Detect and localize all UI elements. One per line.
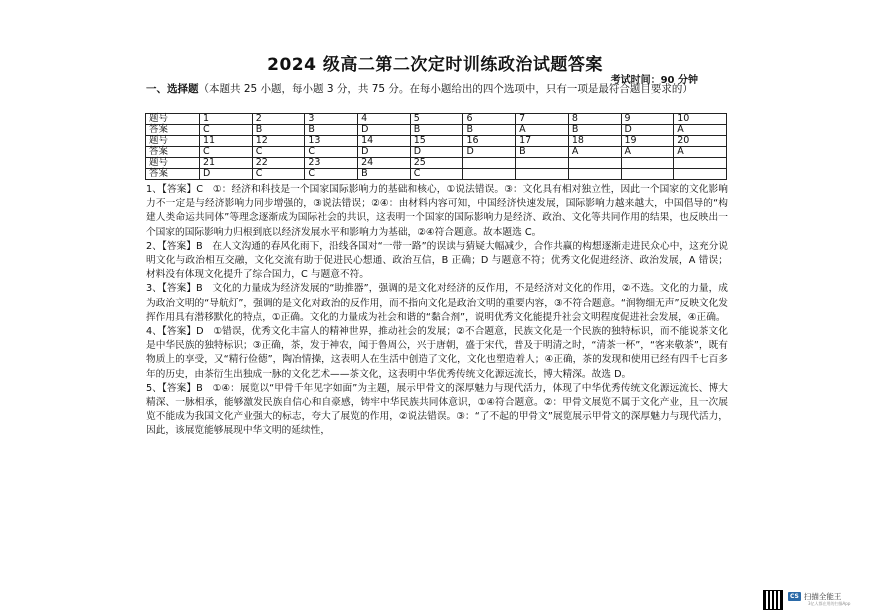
table-row	[146, 158, 727, 169]
table-cell: 21	[200, 158, 253, 169]
table-cell: B	[568, 125, 621, 136]
table-cell	[674, 158, 727, 169]
table-cell: 3	[305, 114, 358, 125]
row-header-cell: 答案	[146, 147, 200, 158]
section-instructions: （本题共 25 小题，每小题 3 分，共 75 分。在每小题给出的四个选项中，只有一项是最符合题目要求的）	[198, 83, 693, 95]
table-cell: 11	[200, 136, 253, 147]
table-cell: 4	[358, 114, 411, 125]
row-header-cell: 题号	[146, 158, 200, 169]
table-cell: C	[252, 147, 305, 158]
row-header-cell: 答案	[146, 169, 200, 180]
table-cell: 25	[410, 158, 463, 169]
scanner-brand-name: 扫描全能王	[803, 592, 842, 601]
table-cell: 20	[674, 136, 727, 147]
table-cell: 19	[621, 136, 674, 147]
explanation-paragraph: 3、【答案】B 文化的力量成为经济发展的“助推器”，强调的是文化对经济的反作用，不是经济对文化的作用，②不选。文化的力量，成为政治文明的“导航灯”，强调的是文化对政治的反作用，而不指向文化是政治文明的重要内容，③不符合题意。“润物细无声”反映文化发挥作用具有潜移默化的特点，①正确。文化的力量成为社会和谐的“黏合剂”，说明优秀文化能提升社会文明程度促进社会发展，④正确。	[146, 283, 728, 323]
table-cell: C	[200, 125, 253, 136]
table-cell	[463, 169, 516, 180]
table-cell: A	[516, 125, 569, 136]
explanation-paragraph: 5、【答案】B ①④：展览以“甲骨千年见字如面”为主题，展示甲骨文的深厚魅力与现代活力，体现了中华优秀传统文化源远流长、博大精深、一脉相承，能够激发民族自信心和自豪感，铸牢中华民族共同体意识，①④符合题意。②：甲骨文展览不属于文化产业，且一次展览不能成为我国文化产业强大的标志，夸大了展览的作用，②说法错误。③：“了不起的甲骨文”展览展示甲骨文的深厚魅力与现代活力，因此，该展览能够展现中华文明的延续性，	[146, 382, 728, 437]
table-cell: C	[200, 147, 253, 158]
table-cell: 12	[252, 136, 305, 147]
table-cell	[621, 169, 674, 180]
table-cell: D	[621, 125, 674, 136]
table-cell	[463, 158, 516, 169]
explanations	[146, 183, 728, 439]
table-cell	[568, 158, 621, 169]
explanation-paragraph: 4、【答案】D ①错误，优秀文化丰富人的精神世界，推动社会的发展；②不合题意，民族文化是一个民族的独特标识，而不能说茶文化是中华民族的独特标识；③正确，茶，发于神农，闻于鲁周公，兴于唐朝，盛于宋代，普及于明清之时，“清茶一杯”，“客来敬茶”，既有物质上的享受，又“精行俭德”，陶冶情操，这表明人在生活中创造了文化，文化也塑造着人；④正确，茶的发现和使用已经有四千七百多年的历史，由茶衍生出独成一脉的文化艺术——茶文化，这表明中华优秀传统文化源远流长，博大精深。故选 D。	[146, 326, 728, 380]
table-cell: A	[568, 147, 621, 158]
qr-code-icon	[763, 590, 783, 610]
table-cell: B	[252, 125, 305, 136]
row-header-cell: 题号	[146, 114, 200, 125]
scanner-brand-sub: 3亿人都在用的扫描App	[808, 601, 851, 606]
table-cell: 17	[516, 136, 569, 147]
answer-table	[145, 113, 727, 180]
table-cell: 6	[463, 114, 516, 125]
table-cell: D	[410, 147, 463, 158]
table-cell: A	[674, 125, 727, 136]
table-cell: 22	[252, 158, 305, 169]
table-cell	[674, 169, 727, 180]
table-cell: 15	[410, 136, 463, 147]
table-row	[146, 147, 727, 158]
table-cell: B	[358, 169, 411, 180]
table-cell	[516, 169, 569, 180]
table-cell: C	[252, 169, 305, 180]
table-cell: 24	[358, 158, 411, 169]
table-cell: 23	[305, 158, 358, 169]
section-label: 一、选择题	[146, 83, 199, 95]
table-cell: B	[410, 125, 463, 136]
table-cell: 18	[568, 136, 621, 147]
table-cell: 7	[516, 114, 569, 125]
table-row	[146, 114, 727, 125]
table-cell: 10	[674, 114, 727, 125]
table-cell: B	[305, 125, 358, 136]
scanner-watermark	[788, 591, 851, 606]
section-heading	[146, 82, 726, 97]
table-row	[146, 169, 727, 180]
table-cell: D	[358, 147, 411, 158]
table-cell: 5	[410, 114, 463, 125]
table-cell: D	[358, 125, 411, 136]
table-cell: D	[463, 147, 516, 158]
table-cell: A	[674, 147, 727, 158]
table-cell: 2	[252, 114, 305, 125]
table-cell: 14	[358, 136, 411, 147]
table-cell	[621, 158, 674, 169]
row-header-cell: 答案	[146, 125, 200, 136]
camscanner-logo-icon: CS	[790, 593, 799, 600]
table-cell	[568, 169, 621, 180]
document-title: 2024 级高二第二次定时训练政治试题答案	[267, 55, 603, 75]
table-row	[146, 125, 727, 136]
table-cell	[516, 158, 569, 169]
table-cell: C	[305, 147, 358, 158]
table-cell: A	[621, 147, 674, 158]
table-cell: B	[463, 125, 516, 136]
table-cell: 16	[463, 136, 516, 147]
table-cell: 9	[621, 114, 674, 125]
table-cell: C	[410, 169, 463, 180]
table-cell: 8	[568, 114, 621, 125]
table-cell: B	[516, 147, 569, 158]
exam-time: 考试时间：90 分钟	[610, 75, 698, 86]
table-cell: 1	[200, 114, 253, 125]
table-row	[146, 136, 727, 147]
table-cell: 13	[305, 136, 358, 147]
row-header-cell: 题号	[146, 136, 200, 147]
table-cell: C	[305, 169, 358, 180]
explanation-paragraph: 2、【答案】B 在人文沟通的春风化雨下，沿线各国对“一带一路”的误读与猜疑大幅减少，合作共赢的构想逐渐走进民众心中，这充分说明文化与政治相互交融，文化交流有助于促进民心想通、政治互信，B 正确；D 与题意不符；优秀文化促进经济、政治发展，A 错误；材料没有体现文化提升了综合国力，C 与题意不符。	[146, 240, 728, 281]
table-cell: D	[200, 169, 253, 180]
explanation-paragraph: 1、【答案】C ①：经济和科技是一个国家国际影响力的基础和核心，①说法错误。③：文化具有相对独立性，因此一个国家的文化影响力不一定是与经济影响力同步增强的，③说法错误；②④：由材料内容可知，中国经济快速发展，国际影响力越来越大，中国倡导的“构建人类命运共同体”等理念逐渐成为国际社会的共识，这表明一个国家的国际影响力是经济、政治、文化等共同作用的结果，也反映出一个国家的国际影响力归根到底以经济发展水平和影响力为基础，②④符合题意。故本题选 C。	[146, 184, 728, 238]
